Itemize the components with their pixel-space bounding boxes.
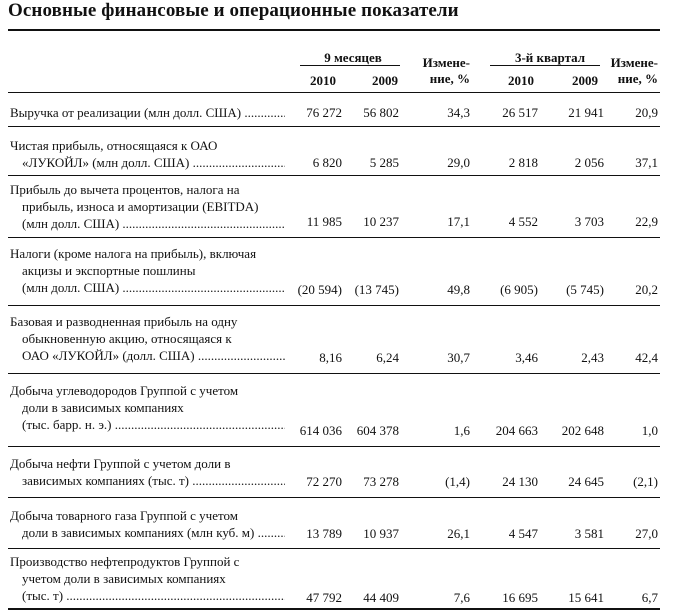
top-rule: [8, 29, 660, 31]
cell-9m-2010: 13 789: [306, 526, 342, 541]
row-label-line: Добыча нефти Группой с учетом доли в: [10, 456, 231, 471]
row-label-line: (тыс. барр. н. э.) .....: [10, 416, 285, 433]
cell-9m-2009: 6,24: [376, 350, 399, 365]
row-label-line: доли в зависимых компаниях: [22, 400, 184, 415]
cell-q3-2010: 16 695: [502, 590, 538, 605]
row-label-line: (млн долл. США) .....: [10, 279, 285, 296]
cell-9m-2010: 72 270: [306, 474, 342, 489]
cell-9m-2010: 76 272: [306, 105, 342, 120]
header-rule: [8, 92, 660, 93]
header-2010-b: 2010: [508, 73, 534, 88]
cell-q3-2010: 24 130: [502, 474, 538, 489]
cell-q3-2009: 3 703: [574, 214, 604, 229]
cell-9m-change: (1,4): [445, 474, 470, 489]
table-row-label: [10, 104, 285, 121]
cell-q3-2009: 2 056: [574, 155, 604, 170]
row-label-line: (млн долл. США) .....: [10, 215, 285, 232]
cell-9m-2010: 614 036: [299, 423, 342, 438]
row-separator: [8, 305, 660, 306]
row-label-line: Чистая прибыль, относящаяся к ОАО: [10, 138, 218, 153]
row-label-line: Выручка от реализации (млн долл. США) .....: [10, 104, 285, 121]
cell-q3-2009: (5 745): [566, 282, 604, 297]
table-row-label: [10, 382, 285, 433]
row-label-line: Добыча товарного газа Группой с учетом: [10, 508, 238, 523]
row-separator: [8, 126, 660, 127]
page-title: Основные финансовые и операционные показатели: [8, 0, 459, 21]
row-label-line: Добыча углеводородов Группой с учетом: [10, 383, 239, 398]
cell-9m-2010: 11 985: [306, 214, 342, 229]
cell-q3-2010: 4 552: [508, 214, 538, 229]
row-label-line: обыкновенную акцию, относящаяся к: [22, 331, 232, 346]
header-2009-a: 2009: [372, 73, 398, 88]
bottom-rule: [8, 608, 660, 610]
row-label-line: зависимых компаниях (тыс. т) .....: [10, 472, 285, 489]
row-label-line: ОАО «ЛУКОЙЛ» (долл. США) .....: [10, 347, 285, 364]
cell-q3-2009: 15 641: [568, 590, 604, 605]
cell-q3-change: 1,0: [641, 423, 658, 438]
header-nine-months-rule: [300, 65, 400, 66]
cell-9m-2009: 10 237: [363, 214, 399, 229]
cell-q3-2009: 3 581: [574, 526, 604, 541]
row-label-line: прибыль, износа и амортизации (EBITDA): [22, 199, 259, 214]
header-2009-b: 2009: [572, 73, 598, 88]
row-separator: [8, 373, 660, 374]
cell-9m-change: 49,8: [447, 282, 470, 297]
cell-q3-2009: 21 941: [568, 105, 604, 120]
table-row-label: [10, 507, 285, 541]
table-row-label: [10, 313, 285, 364]
cell-9m-2009: 5 285: [369, 155, 399, 170]
cell-q3-change: 22,9: [635, 214, 658, 229]
row-label-line: учетом доли в зависимых компаниях: [22, 571, 226, 586]
row-separator: [8, 175, 660, 176]
cell-9m-change: 26,1: [447, 526, 470, 541]
cell-q3-2010: 2 818: [508, 155, 538, 170]
cell-9m-2010: 6 820: [312, 155, 342, 170]
cell-q3-change: 37,1: [635, 155, 658, 170]
cell-q3-2009: 24 645: [568, 474, 604, 489]
cell-q3-2010: 26 517: [502, 105, 538, 120]
header-change-b-2: ние, %: [617, 71, 658, 86]
cell-9m-2009: 604 378: [356, 423, 399, 438]
cell-9m-2010: (20 594): [297, 282, 342, 297]
cell-q3-change: 20,2: [635, 282, 658, 297]
row-label-line: доли в зависимых компаниях (млн куб. м) .....: [10, 524, 285, 541]
row-separator: [8, 497, 660, 498]
cell-9m-change: 7,6: [453, 590, 470, 605]
table-row-label: [10, 455, 285, 489]
header-nine-months: 9 месяцев: [324, 50, 382, 65]
cell-q3-2010: 3,46: [515, 350, 538, 365]
cell-9m-change: 29,0: [447, 155, 470, 170]
cell-q3-2010: 204 663: [495, 423, 538, 438]
row-label-line: Налоги (кроме налога на прибыль), включая: [10, 246, 257, 261]
cell-q3-change: (2,1): [633, 474, 658, 489]
row-label-line: Базовая и разводненная прибыль на одну: [10, 314, 238, 329]
cell-q3-change: 27,0: [635, 526, 658, 541]
cell-q3-2010: 4 547: [508, 526, 538, 541]
table-row-label: [10, 245, 285, 296]
cell-9m-change: 34,3: [447, 105, 470, 120]
cell-9m-change: 30,7: [447, 350, 470, 365]
cell-9m-change: 1,6: [453, 423, 470, 438]
header-2010-a: 2010: [310, 73, 336, 88]
header-change-a-1: Измене-: [422, 55, 470, 70]
header-q3: 3-й квартал: [514, 50, 586, 65]
cell-q3-change: 6,7: [641, 590, 658, 605]
cell-9m-2009: (13 745): [354, 282, 399, 297]
cell-9m-2009: 56 802: [363, 105, 399, 120]
header-change-a-2: ние, %: [429, 71, 470, 86]
table-row-label: [10, 137, 285, 171]
row-label-line: Прибыль до вычета процентов, налога на: [10, 182, 240, 197]
cell-9m-2009: 44 409: [363, 590, 399, 605]
cell-q3-change: 20,9: [635, 105, 658, 120]
row-separator: [8, 548, 660, 549]
header-q3-rule: [490, 65, 600, 66]
row-separator: [8, 446, 660, 447]
cell-q3-2009: 202 648: [561, 423, 604, 438]
cell-9m-2010: 47 792: [306, 590, 342, 605]
table-row-label: [10, 181, 285, 232]
cell-9m-2010: 8,16: [319, 350, 342, 365]
cell-9m-2009: 10 937: [363, 526, 399, 541]
row-separator: [8, 237, 660, 238]
row-label-line: (тыс. т) .....: [10, 587, 285, 604]
header-change-b-1: Измене-: [610, 55, 658, 70]
cell-q3-change: 42,4: [635, 350, 658, 365]
cell-9m-2009: 73 278: [363, 474, 399, 489]
cell-9m-change: 17,1: [447, 214, 470, 229]
row-label-line: акцизы и экспортные пошлины: [22, 263, 196, 278]
cell-q3-2010: (6 905): [500, 282, 538, 297]
table-row-label: [10, 553, 285, 604]
row-label-line: «ЛУКОЙЛ» (млн долл. США) .....: [10, 154, 285, 171]
cell-q3-2009: 2,43: [581, 350, 604, 365]
row-label-line: Производство нефтепродуктов Группой с: [10, 554, 240, 569]
